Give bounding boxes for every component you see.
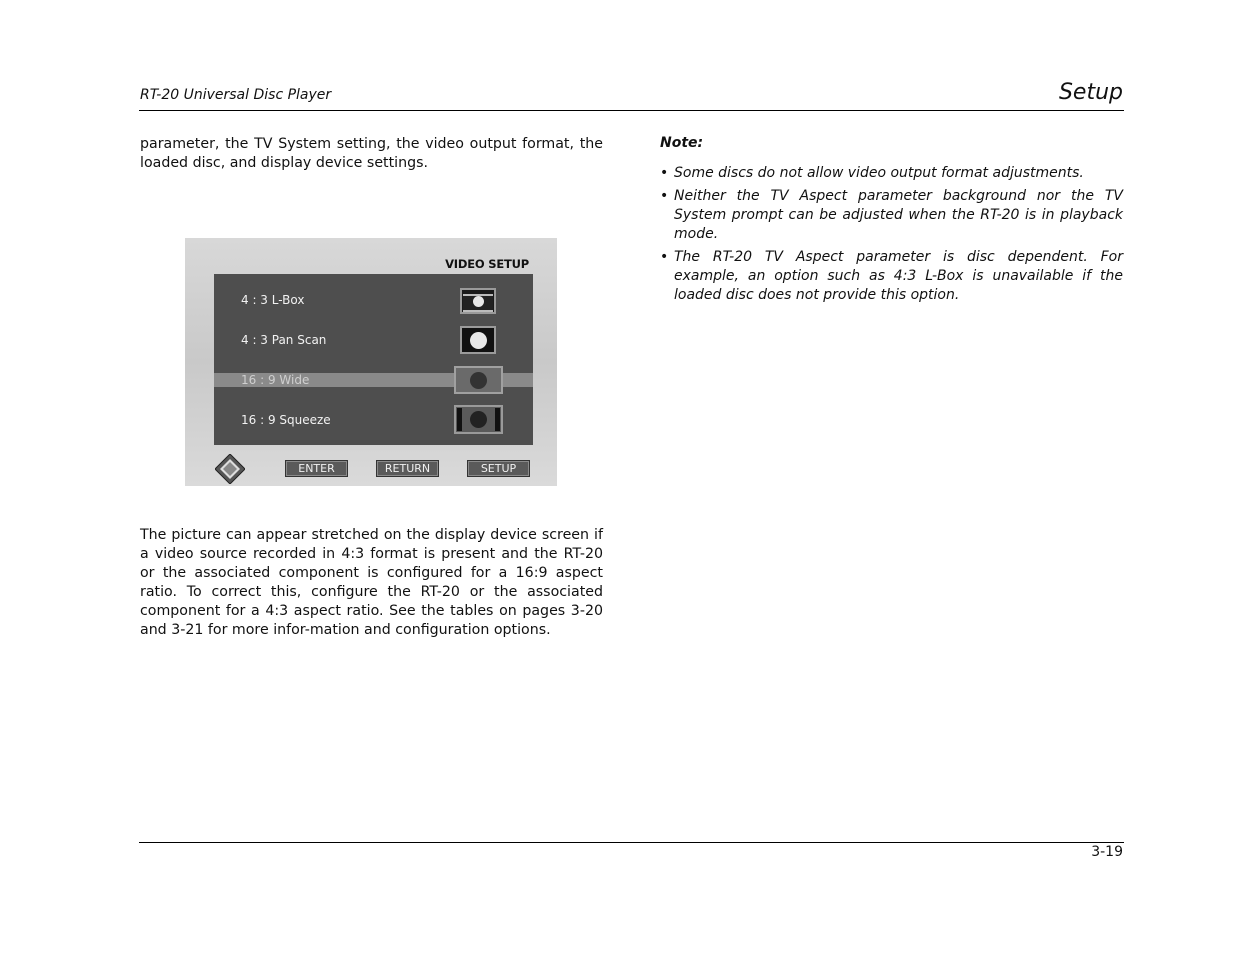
footer-rule <box>139 842 1124 843</box>
body-paragraph-2: The picture can appear stretched on the display device screen if a video source recorded in 4:3 format is present and the RT-20 or the associated component is configured for a 16:9 aspect ratio. To correct this, configure the RT-20 or the associated component for a 4:3 aspect ratio. See the tables on pages 3-20 and 3-21 for more infor-mation and configuration options. <box>140 527 603 638</box>
note-list <box>660 164 1123 309</box>
osd-option-label: 16 : 9 Squeeze <box>241 413 331 427</box>
header-rule <box>139 110 1124 111</box>
panscan-icon <box>460 326 496 354</box>
return-button[interactable]: RETURN <box>376 460 439 477</box>
section-title: Setup <box>1058 80 1123 105</box>
letterbox-icon <box>460 288 496 316</box>
note-item: • Neither the TV Aspect parameter background nor the TV System prompt can be adjusted when the RT-20 is in playback mode. <box>660 188 1123 242</box>
note-item-text: Neither the TV Aspect parameter background nor the TV System prompt can be adjusted when the RT-20 is in playback mode. <box>674 188 1123 242</box>
wide-icon <box>454 366 503 394</box>
note-heading: Note: <box>660 135 704 151</box>
note-item: • The RT-20 TV Aspect parameter is disc dependent. For example, an option such as 4:3 L-Box is unavailable if the loaded disc does not provide this option. <box>660 249 1123 303</box>
osd-options-panel <box>214 274 533 445</box>
note-item: • Some discs do not allow video output format adjustments. <box>660 165 1084 181</box>
page-number: 3-19 <box>1091 844 1123 860</box>
note-item-text: The RT-20 TV Aspect parameter is disc dependent. For example, an option such as 4:3 L-Box is unavailable if the loaded disc does not provide this option. <box>674 249 1123 303</box>
note-item-text: Some discs do not allow video output format adjustments. <box>674 165 1084 181</box>
body-paragraph-1: parameter, the TV System setting, the video output format, the loaded disc, and display device settings. <box>140 136 603 171</box>
directional-pad-icon <box>215 454 245 484</box>
osd-option-label: 4 : 3 L-Box <box>241 293 305 307</box>
osd-option-label: 16 : 9 Wide <box>241 373 310 387</box>
setup-button[interactable]: SETUP <box>467 460 530 477</box>
osd-title: VIDEO SETUP <box>445 257 529 271</box>
osd-option-label: 4 : 3 Pan Scan <box>241 333 327 347</box>
document-title: RT-20 Universal Disc Player <box>140 87 332 103</box>
enter-button[interactable]: ENTER <box>285 460 348 477</box>
video-setup-screenshot <box>185 238 557 486</box>
squeeze-icon <box>454 405 503 433</box>
